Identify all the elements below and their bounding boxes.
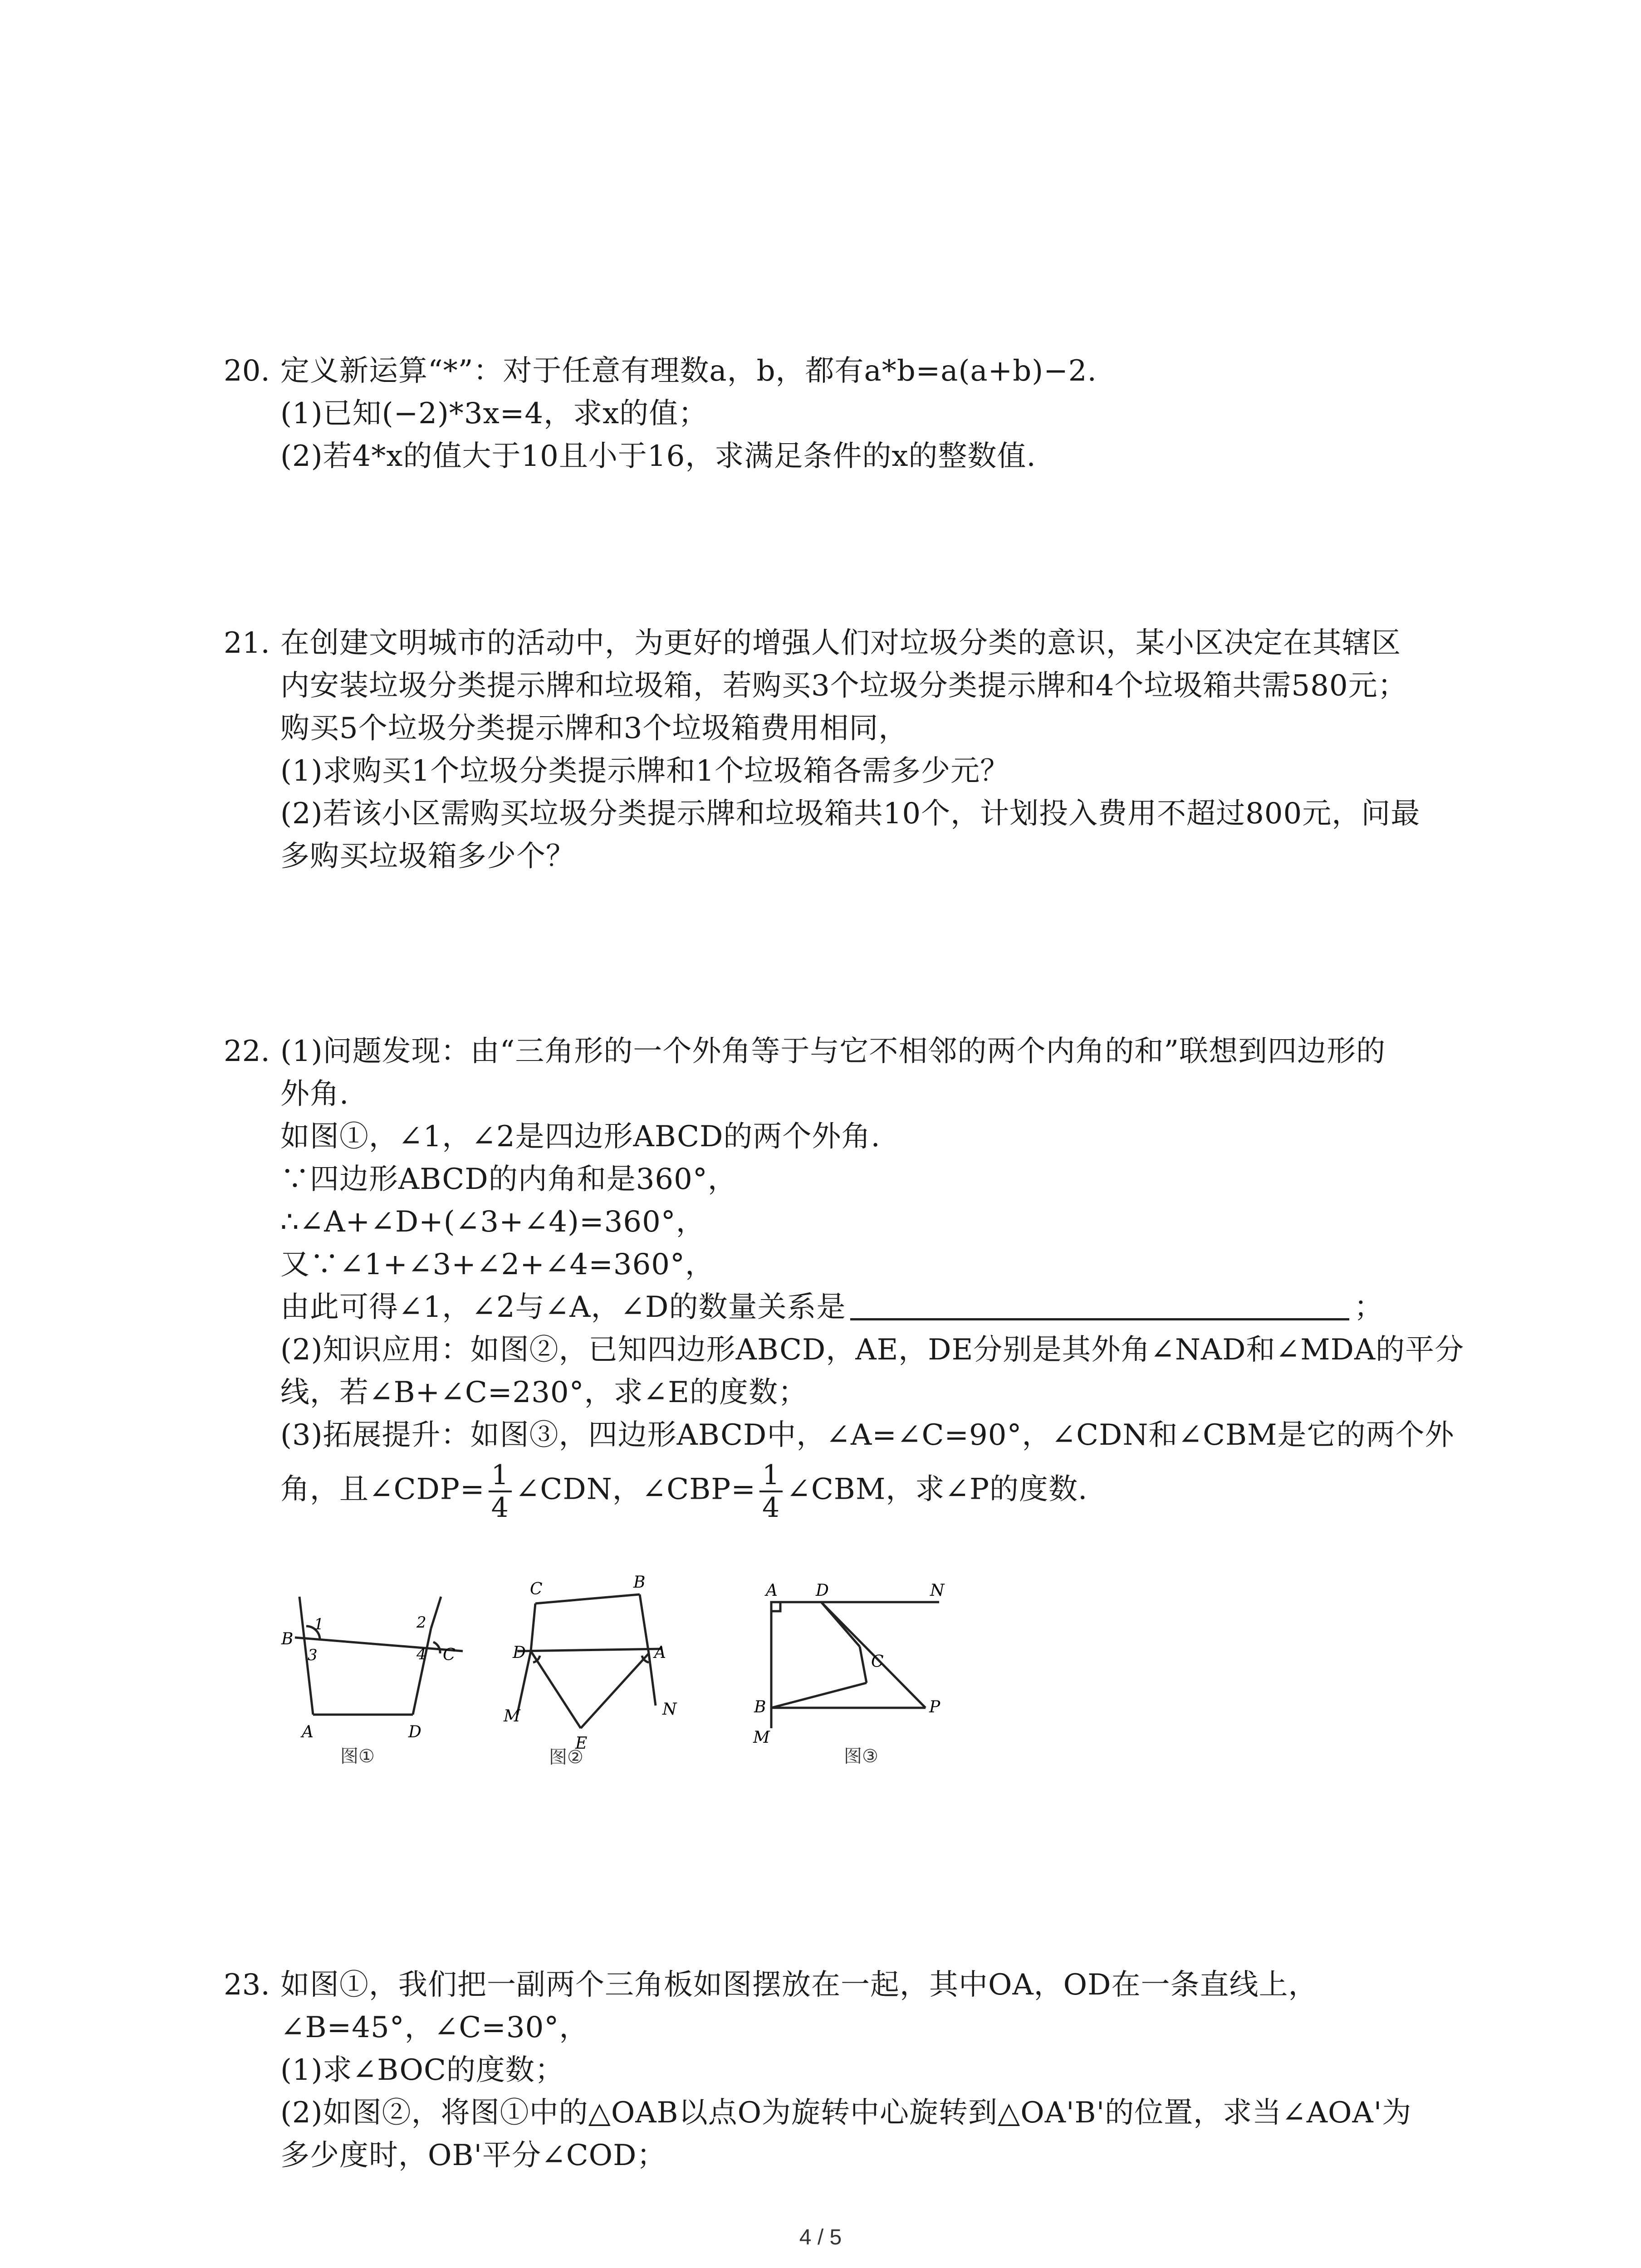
frac-numerator: 1 — [489, 1460, 512, 1492]
q23-line-1: 如图①，我们把一副两个三角板如图摆放在一起，其中OA，OD在一条直线上， — [280, 1968, 1318, 2002]
q22-line-7 — [280, 1289, 1383, 1325]
figure-3-diagram — [735, 1574, 998, 1769]
q20-line-3: (2)若4*x的值大于10且小于16，求满足条件的x的整数值. — [280, 440, 1036, 473]
fraction-one-quarter-1 — [489, 1460, 512, 1523]
frac-denominator: 4 — [762, 1492, 780, 1524]
q22-line-11-b: ∠CDN，∠CBP= — [515, 1472, 756, 1506]
fig1-label-C: C — [443, 1646, 456, 1664]
q22-line-10: (3)拓展提升：如图③，四边形ABCD中，∠A=∠C=90°，∠CDN和∠CBM是它的两个外 — [280, 1418, 1455, 1452]
q22-line-1: (1)问题发现：由“三角形的一个外角等于与它不相邻的两个内角的和”联想到四边形的 — [280, 1035, 1386, 1068]
q22-line-7-end: ； — [1354, 1290, 1384, 1324]
fig2-label-C: C — [530, 1580, 543, 1598]
figure-3 — [735, 1574, 998, 1769]
fig1-label-D: D — [408, 1723, 421, 1741]
fig2-label-E: E — [575, 1734, 588, 1753]
q21-line-5: (2)若该小区需购买垃圾分类提示牌和垃圾箱共10个，计划投入费用不超过800元，问最 — [280, 797, 1421, 831]
q23-line-2: ∠B=45°，∠C=30°， — [280, 2011, 589, 2044]
fraction-one-quarter-2 — [759, 1460, 783, 1523]
fig3-label-M: M — [753, 1728, 770, 1747]
fig2-label-D: D — [513, 1643, 526, 1662]
fig1-label-A: A — [302, 1723, 314, 1741]
q22-line-3: 如图①，∠1，∠2是四边形ABCD的两个外角. — [280, 1120, 881, 1154]
q22-line-4: ∵四边形ABCD的内角和是360°， — [280, 1163, 737, 1196]
figure-2-diagram — [490, 1569, 717, 1769]
q22-line-11 — [280, 1460, 1087, 1523]
q20-line-1: 定义新运算“*”：对于任意有理数a，b，都有a*b=a(a+b)−2. — [280, 354, 1097, 388]
figure-3-caption: 图③ — [844, 1746, 878, 1767]
q23-line-5: 多少度时，OB'平分∠COD； — [280, 2139, 666, 2172]
fig2-label-M: M — [504, 1707, 520, 1725]
q23-line-3: (1)求∠BOC的度数； — [280, 2053, 564, 2087]
q21-line-1: 在创建文明城市的活动中，为更好的增强人们对垃圾分类的意识，某小区决定在其辖区 — [280, 626, 1401, 660]
page-number: 4 / 5 — [799, 2225, 842, 2249]
figure-1-caption: 图① — [340, 1746, 375, 1767]
q21-line-2: 内安装垃圾分类提示牌和垃圾箱，若购买3个垃圾分类提示牌和4个垃圾箱共需580元； — [280, 669, 1407, 703]
q23-line-4: (2)如图②，将图①中的△OAB以点O为旋转中心旋转到△OA'B'的位置，求当∠AOA'为 — [280, 2096, 1412, 2130]
figure-2-caption: 图② — [549, 1747, 583, 1768]
fig3-label-N: N — [930, 1581, 945, 1600]
fig2-label-A: A — [654, 1643, 666, 1662]
q22-line-6: 又∵∠1+∠3+∠2+∠4=360°， — [280, 1248, 715, 1281]
fig1-label-1: 1 — [314, 1615, 324, 1633]
q22-line-2: 外角. — [280, 1077, 349, 1111]
fig2-label-B: B — [633, 1573, 646, 1592]
fig3-label-P: P — [929, 1698, 941, 1716]
q21-line-4: (1)求购买1个垃圾分类提示牌和1个垃圾箱各需多少元？ — [280, 754, 1010, 788]
q20-line-2: (1)已知(−2)*3x=4，求x的值； — [280, 397, 708, 430]
figure-2 — [490, 1569, 717, 1769]
q22-line-11-c: ∠CBM，求∠P的度数. — [786, 1472, 1088, 1506]
fig1-label-3: 3 — [308, 1646, 318, 1664]
q21-line-3: 购买5个垃圾分类提示牌和3个垃圾箱费用相同， — [280, 712, 908, 745]
q21-line-6: 多购买垃圾箱多少个？ — [280, 840, 575, 873]
q23-number: 23. — [224, 1968, 270, 2002]
frac-numerator: 1 — [759, 1460, 783, 1492]
figure-1-diagram — [272, 1579, 490, 1760]
figure-1 — [272, 1579, 490, 1767]
frac-denominator: 4 — [491, 1492, 509, 1524]
fig1-label-4: 4 — [416, 1645, 426, 1663]
fig3-label-B: B — [754, 1698, 766, 1716]
fig1-label-B: B — [281, 1630, 294, 1648]
answer-blank[interactable] — [850, 1290, 1349, 1320]
q22-line-5: ∴∠A+∠D+(∠3+∠4)=360°， — [280, 1205, 705, 1239]
fig3-label-A: A — [766, 1581, 778, 1600]
q22-line-7-text: 由此可得∠1，∠2与∠A，∠D的数量关系是 — [280, 1290, 846, 1324]
q22-line-9: 线，若∠B+∠C=230°，求∠E的度数； — [280, 1376, 808, 1409]
q22-line-11-a: 角，且∠CDP= — [280, 1472, 485, 1506]
q20-number: 20. — [224, 354, 270, 388]
q22-line-8: (2)知识应用：如图②，已知四边形ABCD，AE，DE分别是其外角∠NAD和∠MDA的平分 — [280, 1333, 1465, 1367]
fig2-label-N: N — [662, 1700, 677, 1719]
fig3-label-D: D — [816, 1581, 829, 1600]
q22-number: 22. — [224, 1035, 270, 1068]
q21-number: 21. — [224, 626, 270, 660]
fig1-label-2: 2 — [416, 1613, 426, 1632]
fig3-label-C: C — [871, 1652, 884, 1671]
